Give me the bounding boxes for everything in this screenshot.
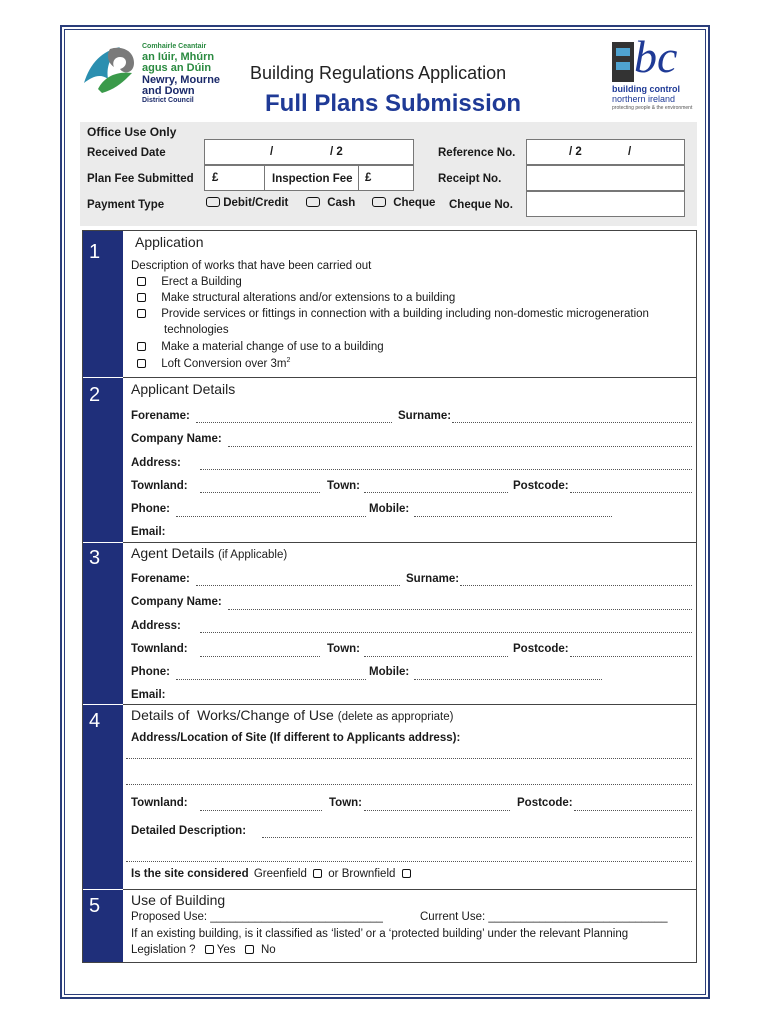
plan-fee-label: Plan Fee Submitted [87,173,194,185]
cheque-no-label: Cheque No. [449,199,513,211]
applicant-company-field[interactable] [228,446,692,447]
applicant-mobile-field[interactable] [414,516,612,517]
section-2-number: 2 [83,378,123,542]
material-change-checkbox[interactable] [137,342,146,351]
applicant-townland-field[interactable] [200,492,320,493]
site-considered-row [131,868,411,880]
council-name-english-2: and Down [142,85,195,97]
erect-building-checkbox[interactable] [137,277,146,286]
option-erect-building[interactable] [137,276,242,288]
option-loft-conversion[interactable] [137,357,290,370]
greenfield-checkbox[interactable] [313,869,322,878]
loft-conversion-checkbox[interactable] [137,359,146,368]
section-divider [123,889,696,890]
cheque-option[interactable] [372,197,435,209]
received-date-sep-2: / 2 [330,146,343,158]
erect-building-label: Erect a Building [161,276,242,288]
receipt-no-box[interactable] [526,165,685,191]
bc-logo [612,31,693,120]
inspection-fee-label: Inspection Fee [272,173,353,185]
cash-option[interactable] [306,197,355,209]
provide-services-label: Provide services or fittings in connection with a building including non-domestic microgeneration [161,308,649,320]
agent-email-label: Email: [131,689,166,701]
debit-credit-option[interactable] [206,197,288,209]
section-4-heading [131,707,453,723]
site-address-label: Address/Location of Site (If different to Applicants address): [131,732,461,744]
applicant-phone-label: Phone: [131,503,170,515]
agent-mobile-field[interactable] [414,679,602,680]
agent-surname-label: Surname: [406,573,460,585]
agent-forename-field[interactable] [196,585,400,586]
reference-no-label: Reference No. [438,147,516,159]
page-title: Building Regulations Application [250,63,507,83]
site-postcode-label: Postcode: [517,797,573,809]
loft-conversion-label: Loft Conversion over 3m [161,357,287,370]
detailed-description-label: Detailed Description: [131,825,247,837]
applicant-address-field[interactable] [200,469,692,470]
no-label: No [260,944,276,956]
reference-no-box[interactable] [526,139,685,165]
debit-credit-label: Debit/Credit [223,197,289,209]
council-emblem-icon [80,43,138,95]
provide-services-label-cont: technologies [164,324,229,336]
site-address-field-2[interactable] [126,784,692,785]
council-name-irish-1: Comhairle Ceantair [142,43,207,50]
section-3-title: Agent Details [131,545,215,561]
section-5-number: 5 [83,890,123,962]
agent-phone-field[interactable] [176,679,366,680]
applicant-company-label: Company Name: [131,433,222,445]
applicant-postcode-label: Postcode: [513,480,569,492]
page-subtitle [265,90,521,118]
council-name-english-3: District Council [142,97,194,104]
cheque-checkbox[interactable] [372,197,386,207]
option-provide-services[interactable] [137,308,649,320]
council-name-english-1: Newry, Mourne [142,74,221,86]
bc-building-icon [612,42,634,82]
agent-address-label: Address: [131,620,181,632]
section-divider [123,542,696,543]
agent-company-field[interactable] [228,609,692,610]
applicant-phone-field[interactable] [176,516,366,517]
received-date-sep-1: / [270,146,274,158]
superscript-2: 2 [286,357,291,364]
bc-logo-text: bc [634,31,678,82]
inspection-fee-currency: £ [365,172,372,184]
section-4-title: Details of Works/Change of Use [131,707,334,723]
agent-townland-label: Townland: [131,643,188,655]
section-3-note: (if Applicable) [218,549,288,561]
applicant-surname-field[interactable] [452,422,692,423]
section-5-heading: Use of Building [131,892,226,908]
option-structural-alterations[interactable] [137,292,455,304]
current-use-field[interactable]: Current Use: ____________________________ [420,911,668,923]
applicant-townland-label: Townland: [131,480,188,492]
listed-question-line-2: Legislation ? [131,944,196,956]
bc-tagline: protecting people & the environment [612,105,693,111]
applicant-town-label: Town: [327,480,360,492]
structural-alterations-checkbox[interactable] [137,293,146,302]
structural-alterations-label: Make structural alterations and/or extensions to a building [161,292,456,304]
council-name-irish-3: agus an Dúin [142,62,212,74]
site-address-field-1[interactable] [126,758,692,759]
section-4-number: 4 [83,705,123,889]
agent-company-label: Company Name: [131,596,222,608]
applicant-surname-label: Surname: [398,410,452,422]
cash-checkbox[interactable] [306,197,320,207]
applicant-forename-field[interactable] [196,422,392,423]
bc-line-1: building control [612,84,680,94]
bc-line-2: northern ireland [612,94,676,104]
yes-checkbox[interactable] [205,945,214,954]
cash-label: Cash [327,197,356,209]
receipt-no-label: Receipt No. [438,173,502,185]
site-considered-label: Is the site considered [131,868,249,880]
section-divider [123,704,696,705]
brownfield-checkbox[interactable] [402,869,411,878]
site-town-field[interactable] [364,810,510,811]
no-checkbox[interactable] [245,945,254,954]
section-2-heading: Applicant Details [131,381,236,397]
council-name-irish-2: an Iúir, Mhúrn [142,51,215,63]
section-1-number: 1 [83,231,123,377]
provide-services-checkbox[interactable] [137,309,146,318]
site-townland-label: Townland: [131,797,188,809]
reference-sep-1: / 2 [569,146,582,158]
material-change-label: Make a material change of use to a building [161,341,384,353]
applicant-town-field[interactable] [364,492,508,493]
cheque-label: Cheque [393,197,436,209]
applicant-forename-label: Forename: [131,410,190,422]
agent-address-field[interactable] [200,632,692,633]
detailed-description-field-1[interactable] [262,837,692,838]
section-1-description: Description of works that have been carried out [131,260,372,272]
agent-townland-field[interactable] [200,656,320,657]
agent-town-label: Town: [327,643,360,655]
listed-question-line-1: If an existing building, is it classified as ‘listed’ or a ‘protected building’ under the relevant Planning [131,928,629,940]
section-3-number: 3 [83,543,123,704]
brownfield-label: or Brownfield [328,868,396,880]
cheque-no-box[interactable] [526,191,685,217]
agent-mobile-label: Mobile: [369,666,410,678]
applicant-postcode-field[interactable] [570,492,692,493]
payment-type-label: Payment Type [87,199,165,211]
listed-question-row [131,944,276,956]
yes-label: Yes [216,944,236,956]
received-date-label: Received Date [87,147,166,159]
subtitle-part-1: Full Plans [265,90,379,117]
site-postcode-field[interactable] [574,810,692,811]
debit-credit-checkbox[interactable] [206,197,220,207]
site-town-label: Town: [329,797,362,809]
agent-postcode-label: Postcode: [513,643,569,655]
council-logo [80,43,230,113]
subtitle-part-2: Submission [385,90,522,117]
agent-phone-label: Phone: [131,666,170,678]
section-1-heading: Application [135,234,204,250]
fee-divider-2 [358,165,359,191]
agent-forename-label: Forename: [131,573,190,585]
proposed-use-field[interactable]: Proposed Use: ___________________________ [131,911,383,923]
agent-surname-field[interactable] [460,585,692,586]
reference-sep-2: / [628,146,632,158]
applicant-address-label: Address: [131,457,181,469]
received-date-box[interactable] [204,139,414,165]
applicant-email-label: Email: [131,526,166,538]
section-3-heading [131,545,287,561]
greenfield-label: Greenfield [253,868,307,880]
section-divider [123,377,696,378]
fee-divider [264,165,265,191]
site-townland-field[interactable] [200,810,322,811]
section-4-note: (delete as appropriate) [337,711,454,723]
agent-postcode-field[interactable] [570,656,692,657]
office-use-heading: Office Use Only [87,125,177,139]
detailed-description-field-2[interactable] [126,861,692,862]
agent-town-field[interactable] [364,656,508,657]
option-material-change[interactable] [137,341,384,353]
plan-fee-currency: £ [212,172,219,184]
applicant-mobile-label: Mobile: [369,503,410,515]
